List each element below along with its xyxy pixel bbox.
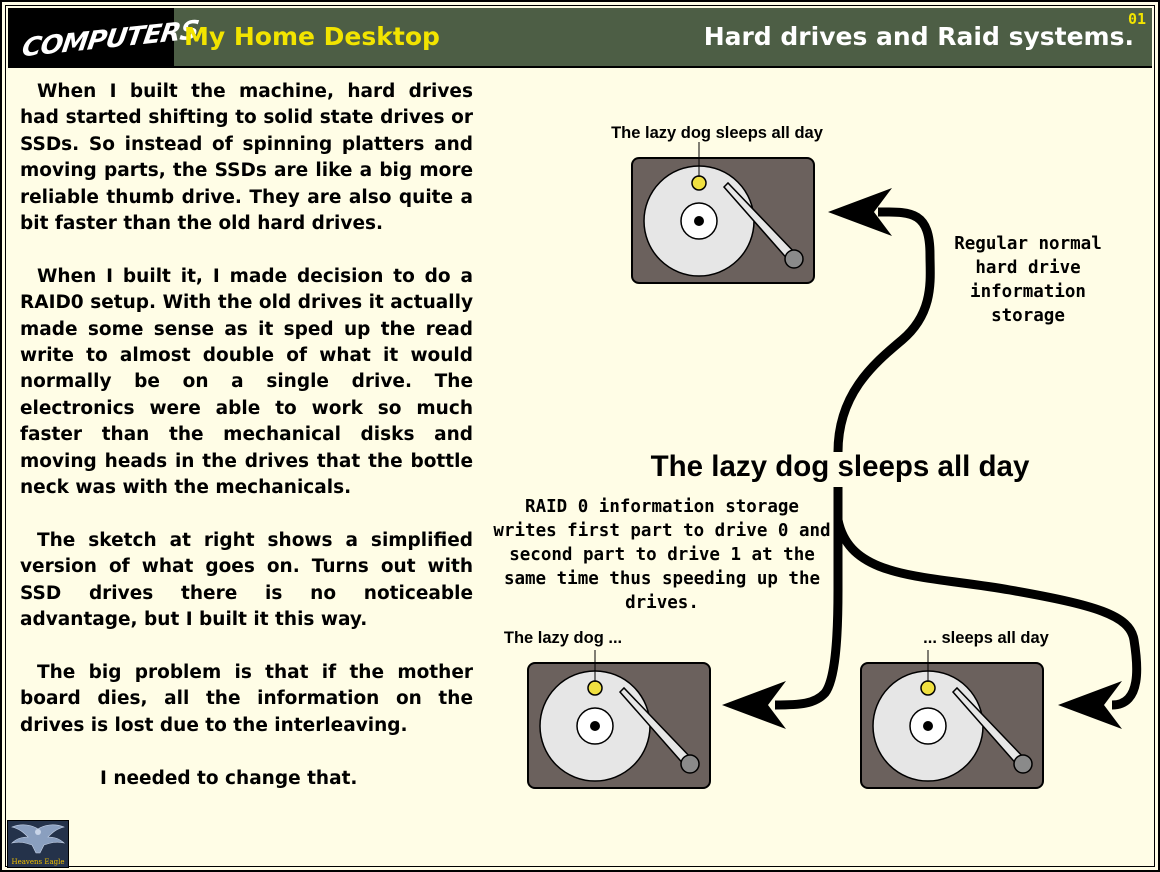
top-drive-label: The lazy dog sleeps all day <box>611 124 823 142</box>
right-drive-label: ... sleeps all day <box>923 629 1049 647</box>
normal-storage-label <box>954 234 1102 326</box>
paragraph-conclusion: I needed to change that. <box>100 767 358 789</box>
paragraph-ssd-intro: When I built the machine, hard drives had started shifting to solid state drives or SSDs. So instead of spinning platters and moving parts, the SSDs are like a big more reliable thumb drive. They are also quite a bit faster than the old hard drives. <box>20 81 473 235</box>
paragraph-motherboard-problem: The big problem is that if the mother board dies, all the information on the drives is lost due to the interleaving. <box>20 661 473 736</box>
left-hard-drive-0 <box>528 663 710 788</box>
heavens-eagle-logo <box>7 820 69 868</box>
normal-storage-line-3: information <box>970 282 1086 302</box>
paragraph-sketch-note: The sketch at right shows a simplified version of what goes on. Turns out with SSD drives there is no noticeable advantage, but I built it this way. <box>20 529 473 631</box>
page-number: 01 <box>1127 10 1146 28</box>
raid0-line-5: drives. <box>625 593 699 613</box>
normal-storage-line-4: storage <box>991 306 1065 326</box>
logo-text: COMPUTERS <box>20 14 201 64</box>
raid0-line-2: writes first part to drive 0 and <box>493 521 831 541</box>
eagle-caption: Heavens Eagle <box>11 858 65 866</box>
right-hard-drive-1 <box>861 663 1043 788</box>
raid0-line-3: second part to drive 1 at the <box>509 545 815 565</box>
raid-left-flow-line <box>775 487 838 705</box>
center-sentence-label: The lazy dog sleeps all day <box>650 450 1030 483</box>
raid0-description <box>493 497 830 613</box>
normal-storage-flow-line <box>838 212 930 452</box>
normal-storage-line-1: Regular normal <box>954 234 1102 254</box>
raid0-line-1: RAID 0 information storage <box>525 497 799 517</box>
eagle-icon <box>8 821 68 857</box>
raid0-line-4: same time thus speeding up the <box>503 569 821 589</box>
left-drive-label: The lazy dog ... <box>503 629 623 647</box>
section-title: Hard drives and Raid systems. <box>703 22 1134 51</box>
paragraph-raid0-decision: When I built it, I made decision to do a RAID0 setup. With the old drives it actually made some sense as it sped up the read write to almost double of what it would normally be on a single drive. The electronics were able to work so much faster than the mechanical disks and moving heads in the drives that the bottle neck was with the mechanicals. <box>20 265 473 499</box>
top-hard-drive <box>632 158 814 283</box>
page-title: My Home Desktop <box>184 22 440 51</box>
normal-storage-line-2: hard drive <box>975 258 1081 278</box>
